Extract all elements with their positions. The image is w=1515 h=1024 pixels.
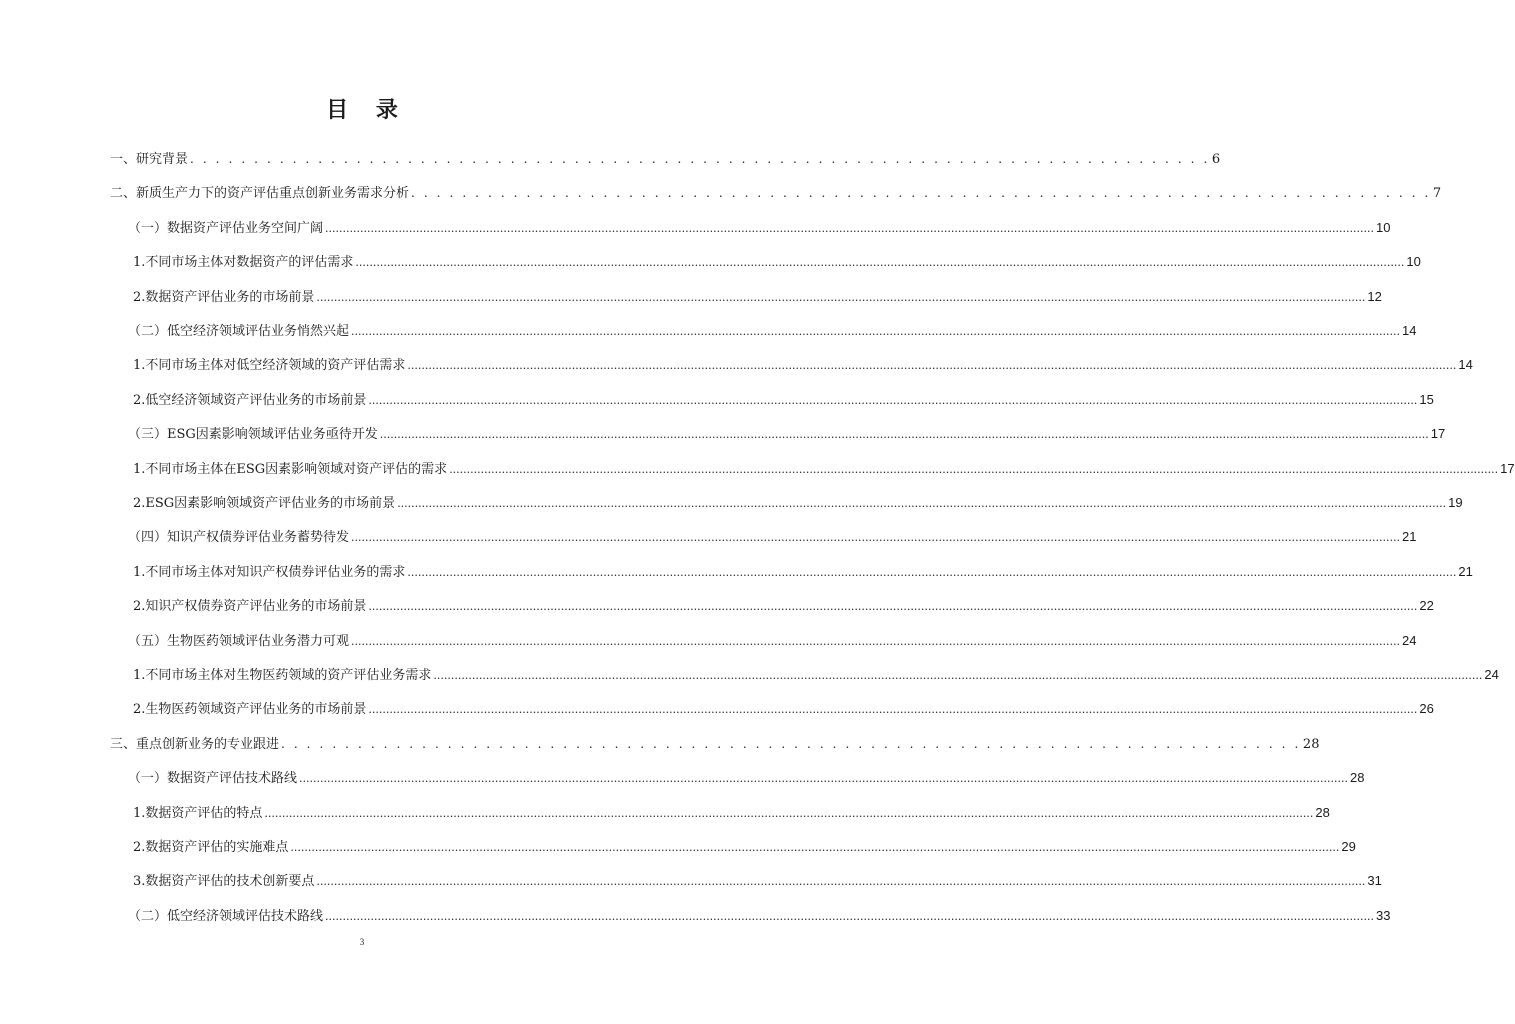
page-number: 3 — [359, 937, 365, 947]
toc-leader-dots: . . . . . . . . . . . . . . . . . . . . . . . . . . . . . . . . . . . . . . . . . . . . . . . . . . . . . . . . . . . . . . . . . . . . . . . . . . . . . . . . — [281, 736, 1301, 751]
toc-entry-page: 6 — [1211, 152, 1221, 167]
toc-leader-dots: ............................................................................................................................................................................................................................................................................................................ — [264, 806, 1314, 820]
toc-entry[interactable] — [128, 528, 1417, 547]
toc-entry[interactable] — [128, 632, 1417, 651]
toc-leader-dots: ............................................................................................................................................................................................................................................................................................................ — [433, 669, 1483, 682]
toc-entry-label: 2.数据资产评估业务的市场前景 — [133, 289, 315, 305]
toc-entry-page: 14 — [1458, 357, 1473, 373]
toc-leader-dots: ............................................................................................................................................................................................................................................................................................................ — [368, 600, 1418, 614]
toc-entry[interactable] — [133, 597, 1434, 616]
toc-entry-label: 1.不同市场主体对数据资产的评估需求 — [133, 255, 354, 271]
toc-entry[interactable] — [133, 391, 1434, 410]
toc-entry[interactable] — [133, 804, 1330, 823]
toc-entry-label: 2.生物医药领域资产评估业务的市场前景 — [133, 702, 367, 718]
toc-leader-dots: ............................................................................................................................................................................................................................................................................................................ — [407, 565, 1457, 579]
toc-entry[interactable] — [110, 150, 1221, 169]
toc-leader-dots: ............................................................................................................................................................................................................................................................................................................ — [355, 256, 1405, 270]
toc-entry-page: 22 — [1419, 598, 1434, 614]
toc-entry-label: （一）数据资产评估技术路线 — [128, 771, 298, 787]
toc-entry-label: 1.不同市场主体对知识产权债券评估业务的需求 — [133, 564, 406, 580]
toc-entry-label: 一、研究背景 — [110, 152, 189, 167]
toc-entry[interactable] — [133, 460, 1515, 479]
toc-leader-dots: ............................................................................................................................................................................................................................................................................................................ — [351, 325, 1400, 338]
toc-entry[interactable] — [128, 907, 1391, 926]
toc-entry-page: 19 — [1448, 495, 1463, 510]
toc-entry-page: 17 — [1500, 460, 1515, 476]
toc-entry-label: 3.数据资产评估的技术创新要点 — [133, 874, 315, 890]
toc-entry-page: 17 — [1430, 426, 1446, 442]
toc-entry[interactable] — [133, 253, 1421, 272]
toc-entry-page: 15 — [1419, 391, 1434, 407]
toc-entry-page: 24 — [1402, 632, 1417, 648]
toc-entry-label: 1.数据资产评估的特点 — [133, 805, 263, 821]
toc-entry-page: 14 — [1402, 323, 1417, 338]
toc-entry[interactable] — [128, 322, 1417, 341]
toc-leader-dots: . . . . . . . . . . . . . . . . . . . . . . . . . . . . . . . . . . . . . . . . . . . . . . . . . . . . . . . . . . . . . . . . . . . . . . . . . . . . . . . . — [190, 152, 1210, 166]
toc-entry-label: 2.知识产权债券资产评估业务的市场前景 — [133, 599, 367, 615]
toc-entry[interactable] — [133, 288, 1382, 307]
toc-entry-label: （三）ESG因素影响领域评估业务亟待开发 — [128, 427, 378, 443]
toc-entry-label: 1.不同市场主体对低空经济领域的资产评估需求 — [133, 358, 406, 374]
toc-entry-page: 21 — [1458, 563, 1473, 579]
toc-entry[interactable] — [128, 769, 1365, 788]
toc-entry-page: 21 — [1402, 529, 1417, 545]
toc-entry[interactable] — [133, 666, 1499, 685]
toc-entry-label: （二）低空经济领域评估技术路线 — [128, 908, 324, 924]
toc-leader-dots: ............................................................................................................................................................................................................................................................................................................ — [407, 359, 1457, 373]
toc-leader-dots: ............................................................................................................................................................................................................................................................................................................ — [368, 393, 1418, 407]
toc-leader-dots: ............................................................................................................................................................................................................................................................................................................ — [449, 462, 1499, 476]
toc-entry-page: 29 — [1341, 839, 1356, 854]
toc-entry[interactable] — [133, 872, 1382, 891]
toc-entry-page: 28 — [1315, 804, 1330, 820]
toc-entry-label: 2.数据资产评估的实施难点 — [133, 840, 289, 855]
toc-entry-label: （五）生物医药领域评估业务潜力可观 — [128, 633, 350, 649]
toc-leader-dots: ............................................................................................................................................................................................................................................................................................................ — [316, 290, 1366, 304]
toc-entry-page: 28 — [1350, 770, 1365, 786]
toc-entry[interactable] — [133, 494, 1463, 513]
toc-entry[interactable] — [128, 219, 1391, 238]
toc-entry[interactable] — [128, 425, 1446, 444]
toc-entry-page: 10 — [1406, 254, 1421, 270]
toc-title: 目 录 — [326, 97, 408, 123]
toc-leader-dots: ............................................................................................................................................................................................................................................................................................................ — [290, 841, 1340, 854]
toc-entry-page: 10 — [1376, 219, 1391, 235]
toc-leader-dots: ............................................................................................................................................................................................................................................................................................................ — [368, 703, 1418, 717]
toc-entry-label: 三、重点创新业务的专业跟进 — [110, 736, 280, 752]
toc-entry-label: 2.ESG因素影响领域资产评估业务的市场前景 — [133, 496, 396, 511]
toc-entry-page: 12 — [1367, 288, 1382, 304]
toc-entry-label: 1.不同市场主体对生物医药领域的资产评估业务需求 — [133, 668, 432, 683]
toc-entry-page: 7 — [1432, 186, 1442, 202]
toc-leader-dots: ............................................................................................................................................................................................................................................................................................................ — [316, 875, 1366, 889]
toc-entry-page: 33 — [1376, 907, 1391, 923]
toc-entry-label: （一）数据资产评估业务空间广阔 — [128, 220, 324, 236]
toc-leader-dots: ............................................................................................................................................................................................................................................................................................................ — [325, 221, 1374, 235]
toc-entry-label: 1.不同市场主体在ESG因素影响领域对资产评估的需求 — [133, 461, 448, 477]
toc-leader-dots: ............................................................................................................................................................................................................................................................................................................ — [325, 909, 1374, 923]
toc-entry-page: 28 — [1302, 736, 1320, 752]
toc-entry-label: （二）低空经济领域评估业务悄然兴起 — [128, 324, 350, 339]
toc-entry-page: 26 — [1419, 701, 1434, 717]
toc-entry[interactable] — [133, 838, 1356, 857]
toc-entry-page: 31 — [1367, 873, 1382, 889]
toc-entry-page: 24 — [1484, 667, 1499, 682]
toc-leader-dots: ............................................................................................................................................................................................................................................................................................................ — [299, 772, 1348, 786]
toc-entry[interactable] — [133, 563, 1473, 582]
toc-entry[interactable] — [133, 356, 1473, 375]
toc-entry-label: 2.低空经济领域资产评估业务的市场前景 — [133, 392, 367, 408]
toc-entry-label: （四）知识产权债券评估业务蓄势待发 — [128, 530, 350, 546]
toc-entry[interactable] — [110, 735, 1320, 754]
toc-leader-dots: . . . . . . . . . . . . . . . . . . . . . . . . . . . . . . . . . . . . . . . . . . . . . . . . . . . . . . . . . . . . . . . . . . . . . . . . . . . . . . . . — [411, 186, 1431, 201]
toc-leader-dots: ............................................................................................................................................................................................................................................................................................................ — [351, 531, 1400, 545]
toc-leader-dots: ............................................................................................................................................................................................................................................................................................................ — [379, 428, 1429, 442]
toc-entry[interactable] — [110, 184, 1442, 203]
toc-leader-dots: ............................................................................................................................................................................................................................................................................................................ — [351, 634, 1400, 648]
toc-leader-dots: ............................................................................................................................................................................................................................................................................................................ — [397, 497, 1447, 510]
toc-entry[interactable] — [133, 700, 1434, 719]
toc-entry-label: 二、新质生产力下的资产评估重点创新业务需求分析 — [110, 186, 410, 202]
